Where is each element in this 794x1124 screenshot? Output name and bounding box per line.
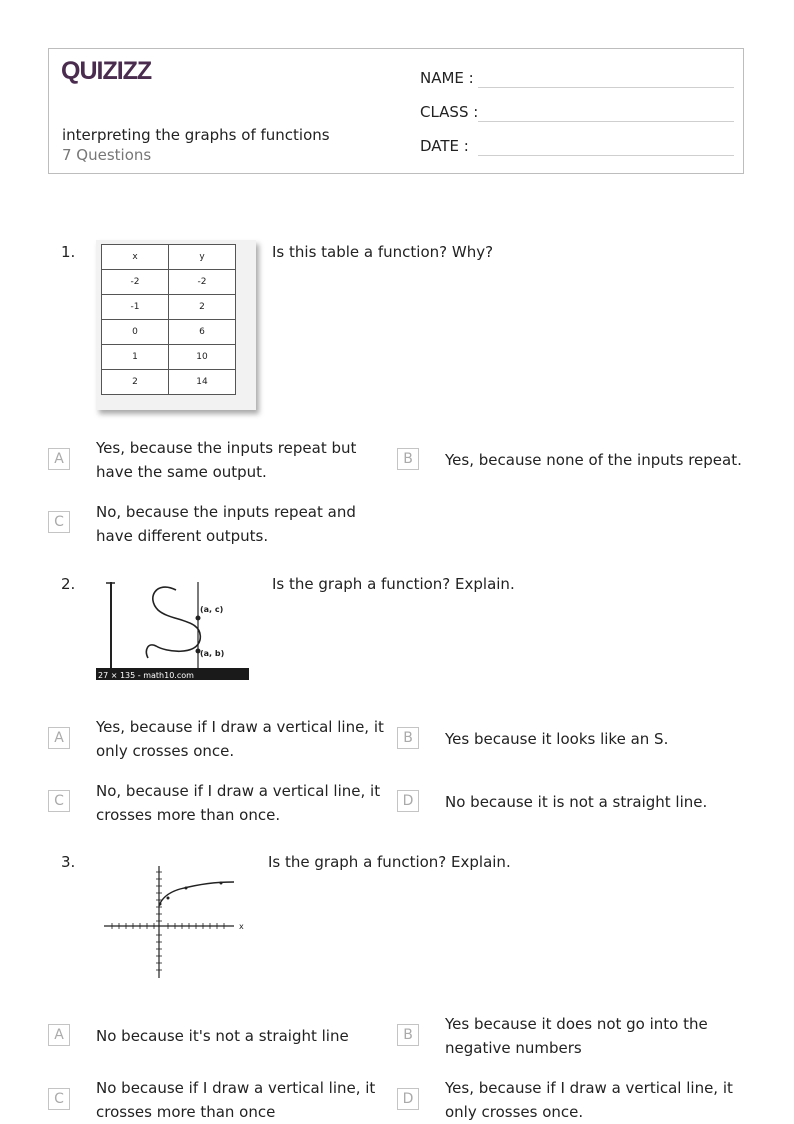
option-box-3a[interactable]: A (48, 1024, 70, 1046)
image-caption: 27 × 135 - math10.com (98, 671, 194, 680)
option-box-1a[interactable]: A (48, 448, 70, 470)
table-header: y (169, 245, 236, 270)
table-cell: -2 (169, 270, 236, 295)
table-header: x (102, 245, 169, 270)
table-cell: 6 (169, 320, 236, 345)
function-table-image (96, 240, 256, 410)
class-label: CLASS : (420, 103, 479, 121)
option-text-3a[interactable]: No because it's not a straight line (96, 1027, 349, 1045)
option-text-3d[interactable]: Yes, because if I draw a vertical line, it only crosses once. (445, 1079, 733, 1121)
option-text-3c[interactable]: No because if I draw a vertical line, it crosses more than once (96, 1079, 376, 1121)
option-box-2c[interactable]: C (48, 790, 70, 812)
table-cell: 10 (169, 345, 236, 370)
option-box-3b[interactable]: B (397, 1024, 419, 1046)
option-text-3b[interactable]: Yes because it does not go into the negative numbers (445, 1015, 708, 1057)
table-cell: -1 (102, 295, 169, 320)
date-label: DATE : (420, 137, 469, 155)
option-text-2c[interactable]: No, because if I draw a vertical line, it crosses more than once. (96, 782, 381, 824)
class-line (478, 121, 734, 122)
table-cell: 14 (169, 370, 236, 395)
table-cell: 2 (102, 370, 169, 395)
option-box-2b[interactable]: B (397, 727, 419, 749)
option-text-1b[interactable]: Yes, because none of the inputs repeat. (445, 451, 742, 469)
option-text-1c[interactable]: No, because the inputs repeat and have different outputs. (96, 503, 356, 545)
log-curve-graph (100, 862, 250, 982)
option-text-2d[interactable]: No because it is not a straight line. (445, 793, 708, 811)
name-field[interactable] (420, 69, 474, 87)
option-box-3d[interactable]: D (397, 1088, 419, 1110)
xy-table (101, 244, 236, 395)
question-1-number: 1. (61, 243, 76, 261)
x-axis-label: x (239, 922, 244, 931)
quizizz-logo: QUIZIZZ (61, 57, 152, 85)
option-text-2a[interactable]: Yes, because if I draw a vertical line, it only crosses once. (96, 718, 384, 760)
point-ab-label: (a, b) (200, 649, 225, 658)
class-field[interactable] (420, 103, 478, 121)
name-line (478, 87, 734, 88)
date-line (478, 155, 734, 156)
option-text-2b[interactable]: Yes because it looks like an S. (445, 730, 669, 748)
date-field[interactable] (420, 137, 469, 155)
log-curve-graph-image (100, 862, 250, 982)
worksheet-title: interpreting the graphs of functions (62, 126, 330, 144)
table-cell: 1 (102, 345, 169, 370)
s-curve-graph (96, 578, 249, 680)
option-text-1a[interactable]: Yes, because the inputs repeat but have the same output. (96, 439, 357, 481)
option-box-2d[interactable]: D (397, 790, 419, 812)
question-3-number: 3. (61, 853, 76, 871)
option-box-1b[interactable]: B (397, 448, 419, 470)
worksheet-header (48, 48, 744, 174)
question-count: 7 Questions (62, 146, 152, 164)
name-label: NAME : (420, 69, 474, 87)
option-box-1c[interactable]: C (48, 511, 70, 533)
table-cell: -2 (102, 270, 169, 295)
question-2-text: Is the graph a function? Explain. (272, 575, 515, 593)
s-curve-graph-image (96, 578, 249, 680)
question-2-number: 2. (61, 575, 76, 593)
table-cell: 2 (169, 295, 236, 320)
question-3-text: Is the graph a function? Explain. (268, 853, 511, 871)
option-box-2a[interactable]: A (48, 727, 70, 749)
question-1-text: Is this table a function? Why? (272, 243, 494, 261)
option-box-3c[interactable]: C (48, 1088, 70, 1110)
point-ac-label: (a, c) (200, 605, 224, 614)
table-cell: 0 (102, 320, 169, 345)
